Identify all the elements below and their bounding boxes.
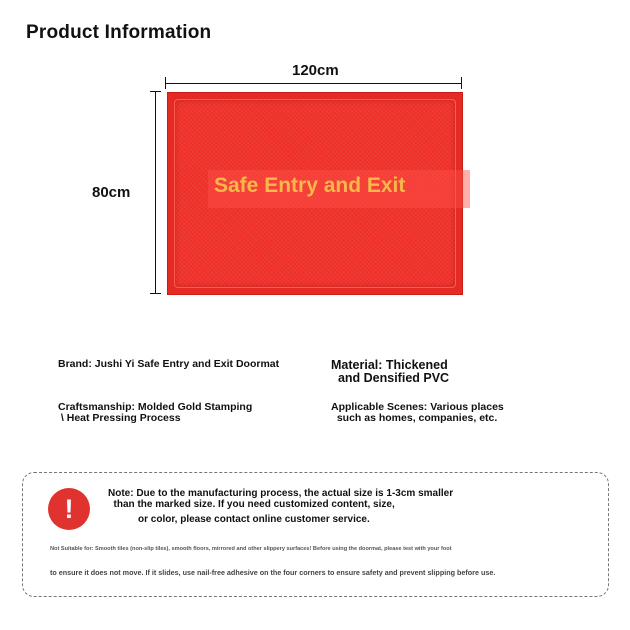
craftsmanship-info: Craftsmanship: Molded Gold Stamping \ Heat Pressing Process [58,401,253,424]
custom-note: or color, please contact online customer service. [138,514,370,525]
page-title: Product Information [26,22,212,43]
brand-info: Brand: Jushi Yi Safe Entry and Exit Doormat [58,358,280,370]
material-info: Material: Thickened and Densified PVC [331,358,450,385]
exclamation-icon: ! [48,488,90,530]
height-dimension-line [155,92,156,294]
height-dimension-tick-top [150,91,161,92]
unsuitable-surfaces-warning: Not Suitable for: Smooth tiles (non-slip tiles), smooth floors, mirrored and other slippery surfaces! Before using the doormat, please test with your foot [50,546,452,552]
size-note: Note: Due to the manufacturing process, the actual size is 1-3cm smaller than the marked size. If you need customized content, size, [108,488,454,510]
width-dimension-tick-right [461,77,462,89]
doormat-overlay-text: Safe Entry and Exit [214,174,406,197]
width-label: 120cm [292,62,339,79]
width-dimension-line [166,83,462,84]
scenes-info: Applicable Scenes: Various places such as homes, companies, etc. [331,401,504,424]
width-dimension-tick-left [165,77,166,89]
anti-slip-advice: to ensure it does not move. If it slides, use nail-free adhesive on the four corners to ensure safety and prevent slipping before use. [50,568,496,577]
height-dimension-tick-bottom [150,293,161,294]
height-label: 80cm [92,184,131,201]
